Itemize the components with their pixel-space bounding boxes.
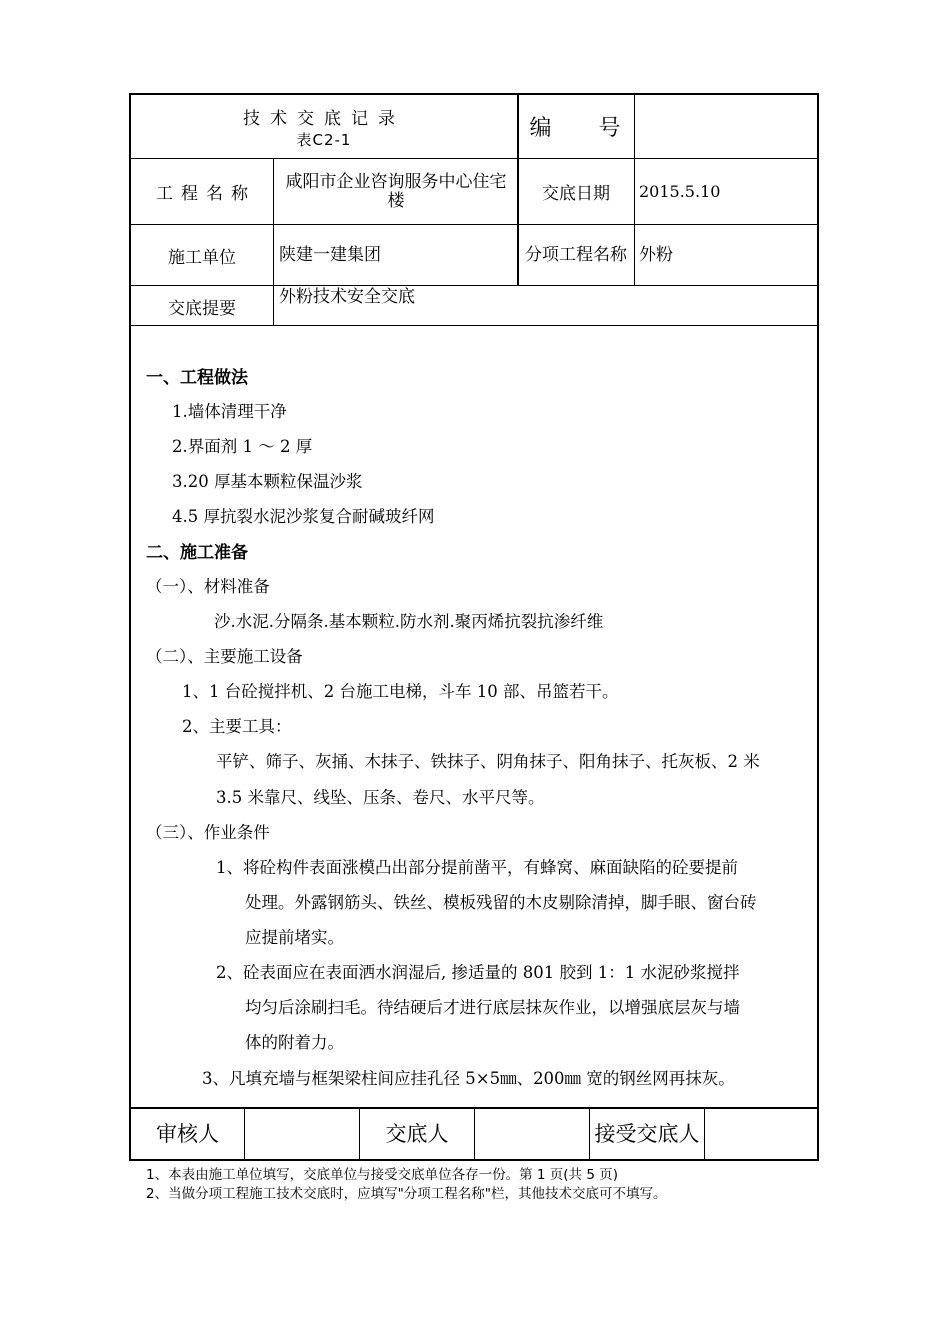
form-title bbox=[131, 95, 517, 158]
paragraph-line: 1、将砼构件表面涨模凸出部分提前凿平，有蜂窝、麻面缺陷的砼要提前 bbox=[216, 858, 738, 877]
paragraph-line: 1、1 台砼搅拌机、2 台施工电梯，斗车 10 部、吊篮若干。 bbox=[182, 682, 619, 701]
subsection-heading: （三）、作业条件 bbox=[146, 823, 270, 842]
section-heading: 一、工程做法 bbox=[146, 368, 248, 388]
receiver-label: 接受交底人 bbox=[594, 1122, 700, 1146]
paragraph-line: 应提前堵实。 bbox=[245, 928, 344, 947]
paragraph-line: 3.5 米靠尺、线坠、压条、卷尺、水平尺等。 bbox=[216, 788, 545, 807]
subitem-name-value: 外粉 bbox=[639, 244, 673, 265]
section-heading: 二、施工准备 bbox=[146, 543, 248, 563]
row-divider bbox=[130, 325, 818, 326]
paragraph-line: 2、主要工具： bbox=[182, 717, 292, 736]
paragraph-line: 3、凡填充墙与框架梁柱间应挂孔径 5×5㎜、200㎜ 宽的钢丝网再抹灰。 bbox=[202, 1069, 735, 1088]
paragraph-line: 平铲、筛子、灰捅、木抹子、铁抹子、阴角抹子、阳角抹子、托灰板、2 米 bbox=[216, 752, 760, 771]
paragraph-line: 均匀后涂刷扫毛。待结硬后才进行底层抹灰作业，以增强底层灰与墙 bbox=[245, 998, 740, 1017]
paragraph-line: 体的附着力。 bbox=[245, 1033, 344, 1052]
number-label: 编 号 bbox=[529, 116, 641, 141]
reviewer-signature-field[interactable] bbox=[245, 1109, 359, 1160]
construction-unit-label: 施工单位 bbox=[168, 247, 236, 268]
column-divider bbox=[273, 158, 274, 326]
presenter-signature-field[interactable] bbox=[475, 1109, 589, 1160]
subsection-heading: （一）、材料准备 bbox=[146, 577, 270, 596]
list-item: 2.界面剂 1 ～ 2 厚 bbox=[172, 437, 313, 456]
list-item: 1.墙体清理干净 bbox=[172, 402, 287, 421]
presenter-label: 交底人 bbox=[385, 1122, 449, 1146]
paragraph-line: 处理。外露钢筋头、铁丝、模板残留的木皮剔除清掉，脚手眼、窗台砖 bbox=[245, 893, 757, 912]
construction-unit-value: 陕建一建集团 bbox=[279, 244, 381, 265]
column-divider bbox=[589, 1108, 590, 1160]
summary-label: 交底提要 bbox=[168, 299, 236, 319]
paragraph-line: 沙.水泥.分隔条.基本颗粒.防水剂.聚丙烯抗裂抗渗纤维 bbox=[214, 612, 604, 631]
reviewer-label: 审核人 bbox=[156, 1122, 219, 1146]
project-name-label: 工程名称 bbox=[156, 184, 256, 204]
subitem-name-label: 分项工程名称 bbox=[525, 245, 627, 265]
summary-value: 外粉技术安全交底 bbox=[279, 286, 415, 307]
subsection-heading: （二）、主要施工设备 bbox=[146, 647, 303, 666]
list-item: 4.5 厚抗裂水泥沙浆复合耐碱玻纤网 bbox=[172, 507, 435, 526]
footnote: 1、本表由施工单位填写，交底单位与接受交底单位各存一份。第 1 页(共 5 页) bbox=[146, 1167, 618, 1183]
date-label: 交底日期 bbox=[542, 184, 610, 204]
number-value bbox=[635, 95, 817, 158]
footnote: 2、当做分项工程施工技术交底时，应填写"分项工程名称"栏，其他技术交底可不填写。 bbox=[146, 1186, 667, 1202]
form-title-code: 表C2-1 bbox=[296, 130, 352, 149]
form-title-main: 技术交底记录 bbox=[243, 108, 405, 129]
date-value: 2015.5.10 bbox=[639, 182, 721, 201]
project-name-value: 咸阳市企业咨询服务中心住宅楼 bbox=[285, 171, 507, 211]
receiver-signature-field[interactable] bbox=[705, 1109, 817, 1160]
paragraph-line: 2、砼表面应在表面洒水润湿后, 掺适量的 801 胶到 1：1 水泥砂浆搅拌 bbox=[216, 963, 740, 982]
list-item: 3.20 厚基本颗粒保温沙浆 bbox=[172, 472, 363, 491]
